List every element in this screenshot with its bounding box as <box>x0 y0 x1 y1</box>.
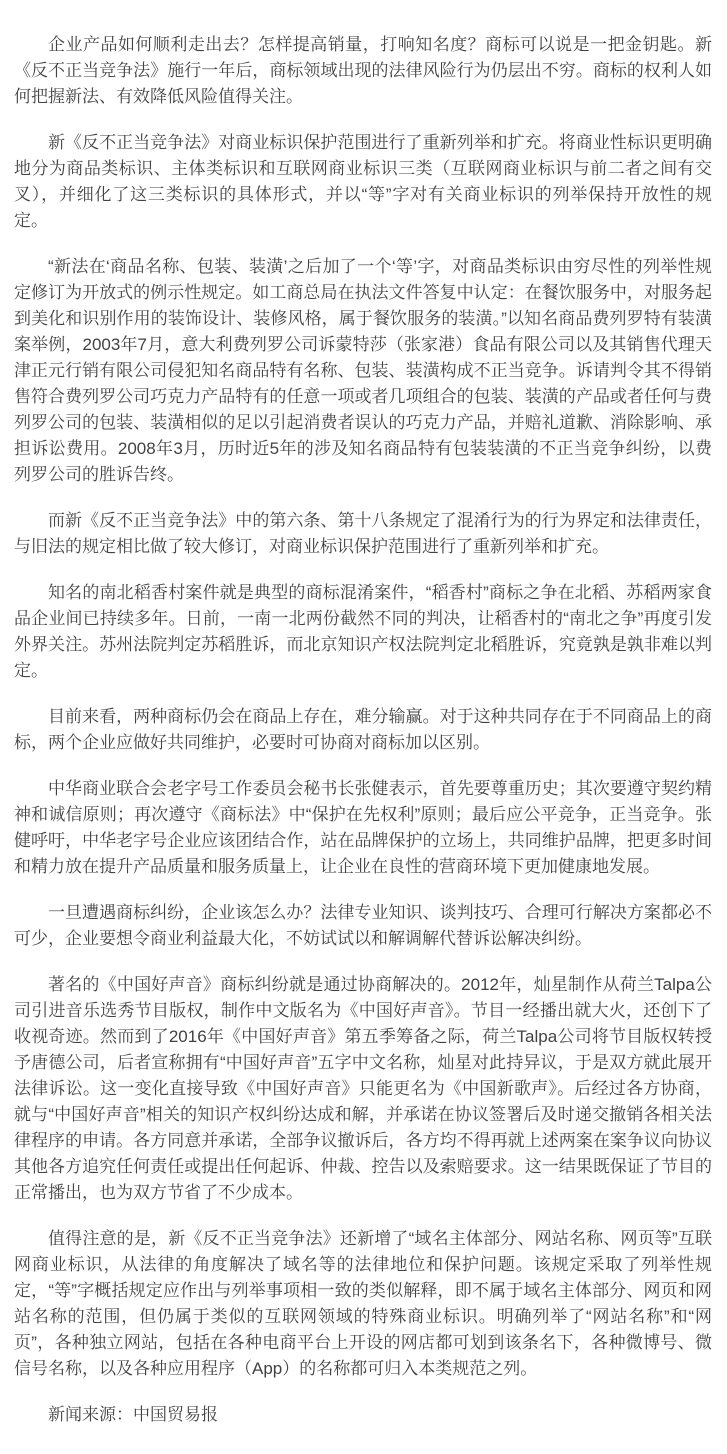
article-paragraph: 值得注意的是，新《反不正当竞争法》还新增了“域名主体部分、网站名称、网页等”互联网商业标识，从法律的角度解决了域名等的法律地位和保护问题。该规定采取了列举性规定，“等”字概括规定应作出与列举事项相一致的类似解释，即不属于域名主体部分、网页和网站名称的范围，但仍属于类似的互联网领域的特殊商业标识。明确列举了“网站名称”和“网页”，各种独立网站，包括在各种电商平台上开设的网店都可划到该条名下，各种微博号、微信号名称，以及各种应用程序（App）的名称都可归入本类规范之列。 <box>14 1229 712 1378</box>
article-paragraph: 中华商业联合会老字号工作委员会秘书长张健表示，首先要尊重历史；其次要遵守契约精神和诚信原则；再次遵守《商标法》中“保护在先权利”原则；最后应公平竞争，正当竞争。张健呼吁，中华老字号企业应该团结合作，站在品牌保护的立场上，共同维护品牌，把更多时间和精力放在提升产品质量和服务质量上，让企业在良性的营商环境下更加健康地发展。 <box>14 779 712 876</box>
article-paragraph: “新法在‘商品名称、包装、装潢’之后加了一个‘等’字，对商品类标识由穷尽性的列举性规定修订为开放式的例示性规定。如工商总局在执法文件答复中认定：在餐饮服务中，对服务起到美化和识别作用的装饰设计、装修风格，属于餐饮服务的装潢。”以知名商品费列罗特有装潢案举例，2003年7月，意大利费列罗公司诉蒙特莎（张家港）食品有限公司以及其销售代理天津正元行销有限公司侵犯知名商品特有名称、包装、装潢构成不正当竞争。诉请判令其不得销售符合费列罗公司巧克力产品特有的任意一项或者几项组合的包装、装潢的产品或者任何与费列罗公司的包装、装潢相似的足以引起消费者误认的巧克力产品，并赔礼道歉、消除影响、承担诉讼费用。2008年3月，历时近5年的涉及知名商品特有包装装潢的不正当竞争纠纷，以费列罗公司的胜诉告终。 <box>14 257 712 484</box>
article-paragraph: 著名的《中国好声音》商标纠纷就是通过协商解决的。2012年，灿星制作从荷兰Talpa公司引进音乐选秀节目版权，制作中文版名为《中国好声音》。节目一经播出就大火，还创下了收视奇迹。然而到了2016年《中国好声音》第五季筹备之际，荷兰Talpa公司将节目版权转授予唐德公司，后者宣称拥有“中国好声音”五字中文名称，灿星对此持异议，于是双方就此展开法律诉讼。这一变化直接导致《中国好声音》只能更名为《中国新歌声》。后经过各方协商，就与“中国好声音”相关的知识产权纠纷达成和解，并承诺在协议签署后及时递交撤销各相关法律程序的申请。各方同意并承诺，全部争议撤诉后，各方均不得再就上述两案在案争议向协议其他各方追究任何责任或提出任何起诉、仲裁、控告以及索赔要求。这一结果既保证了节目的正常播出，也为双方节省了不少成本。 <box>14 975 712 1202</box>
article-source: 新闻来源：中国贸易报 <box>48 1405 218 1424</box>
article-paragraph: 知名的南北稻香村案件就是典型的商标混淆案件，“稻香村”商标之争在北稻、苏稻两家食品企业间已持续多年。日前，一南一北两份截然不同的判决，让稻香村的“南北之争”再度引发外界关注。苏州法院判定苏稻胜诉，而北京知识产权法院判定北稻胜诉，究竟孰是孰非难以判定。 <box>14 583 712 680</box>
article-paragraph: 新《反不正当竞争法》对商业标识保护范围进行了重新列举和扩充。将商业性标识更明确地分为商品类标识、主体类标识和互联网商业标识三类（互联网商业标识与前二者之间有交叉），并细化了这三类标识的具体形式，并以“等”字对有关商业标识的列举保持开放性的规定。 <box>14 133 712 230</box>
article-paragraph: 一旦遭遇商标纠纷，企业该怎么办？法律专业知识、谈判技巧、合理可行解决方案都必不可少，企业要想令商业利益最大化，不妨试试以和解调解代替诉讼解决纠纷。 <box>14 903 712 948</box>
article-paragraph: 企业产品如何顺利走出去？怎样提高销量，打响知名度？商标可以说是一把金钥匙。新《反不正当竞争法》施行一年后，商标领域出现的法律风险行为仍层出不穷。商标的权利人如何把握新法、有效降低风险值得关注。 <box>14 35 712 106</box>
article-paragraph: 而新《反不正当竞争法》中的第六条、第十八条规定了混淆行为的行为界定和法律责任，与旧法的规定相比做了较大修订，对商业标识保护范围进行了重新列举和扩充。 <box>14 511 712 556</box>
article-paragraph: 目前来看，两种商标仍会在商品上存在，难分输赢。对于这种共同存在于不同商品上的商标，两个企业应做好共同维护，必要时可协商对商标加以区别。 <box>14 707 712 752</box>
